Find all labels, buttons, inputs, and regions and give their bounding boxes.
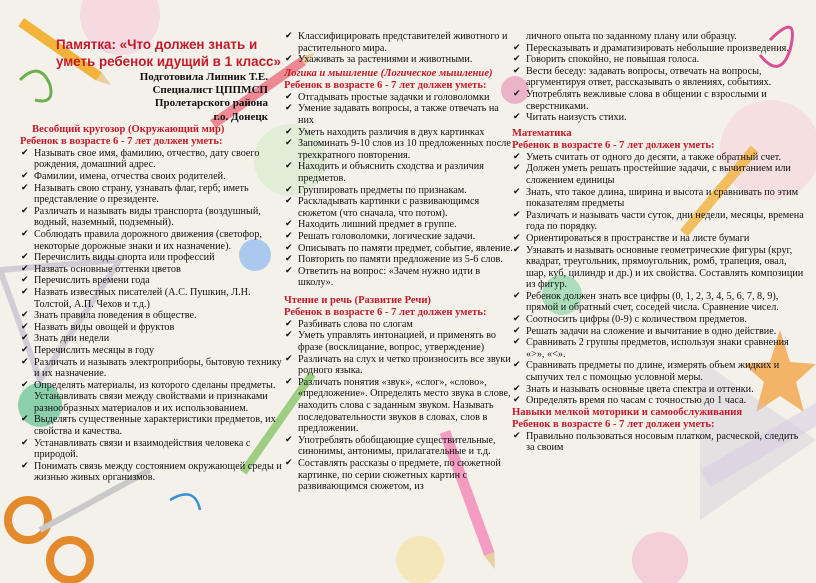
reading-list — [284, 319, 514, 493]
list-item: ✔ Раскладывать картинки с развивающимся сюжетом (что сначала, что потом). — [284, 196, 514, 219]
list-item: ✔ Решать головоломки, логические задачи. — [284, 231, 514, 243]
list-item: ✔ Узнавать и называть основные геометрические фигуры (круг, квадрат, треугольник, прямоугольник, ромб, трапеция, овал, шар, куб, цилиндр и др.) и их свойства. Составлять композиции из фигур. — [512, 245, 804, 291]
section-title-worldview: Весобщий кругозор (Окружающий мир) — [32, 123, 225, 135]
list-item: ✔ Уметь считать от одного до десяти, а также обратный счет. — [512, 152, 804, 164]
list-item: ✔ Знать дни недели — [20, 333, 282, 345]
list-item: ✔ Употреблять обобщающие существительные, синонимы, антонимы, прилагательные и т.д. — [284, 435, 514, 458]
section-subtitle: Ребенок в возрасте 6 - 7 лет должен уметь: — [20, 135, 223, 147]
section-title-reading: Чтение и речь (Развитие Речи) — [284, 294, 431, 306]
section-subtitle: Ребенок в возрасте 6 - 7 лет должен уметь: — [284, 306, 487, 318]
list-item: ✔ Устанавливать связи и взаимодействия человека с природой. — [20, 438, 282, 461]
section-title-math: Математика — [512, 127, 572, 139]
list-item: ✔ Ответить на вопрос: «Зачем нужно идти в школу». — [284, 266, 514, 289]
math-list — [512, 152, 804, 407]
list-item: ✔ Назвать основные оттенки цветов — [20, 264, 282, 276]
list-item: ✔ Называть свое имя, фамилию, отчество, дату своего рождения, домашний адрес. — [20, 148, 282, 171]
list-item: ✔ Классифицировать представителей животного и растительного мира. — [284, 31, 514, 54]
list-item: ✔ Ориентироваться в пространстве и на листе бумаги — [512, 233, 804, 245]
section-title-logic: Логика и мышление (Логическое мышление) — [284, 67, 493, 79]
list-item: ✔ Понимать связь между состоянием окружающей среды и жизнью живых организмов. — [20, 461, 282, 484]
list-item: ✔ Должен уметь решать простейшие задачи, с вычитанием или сложением единицы — [512, 163, 804, 186]
list-item: ✔ Сравнивать предметы по длине, измерять объем жидких и сыпучих тел с помощью условной меры. — [512, 360, 804, 383]
list-item: ✔ Уметь находить различия в двух картинках — [284, 127, 514, 139]
page-title: Памятка: «Что должен знать и уметь ребенок идущий в 1 класс» — [56, 37, 281, 69]
author-line: г.о. Донецк — [213, 110, 268, 123]
list-item: ✔ Запоминать 9-10 слов из 10 предложенных после трехкратного повторения. — [284, 138, 514, 161]
section-subtitle: Ребенок в возрасте 6 - 7 лет должен уметь: — [512, 418, 715, 430]
list-item: ✔ Знать правила поведения в обществе. — [20, 310, 282, 322]
author-block — [20, 71, 282, 124]
list-item: ✔ Пересказывать и драматизировать небольшие произведения. — [512, 43, 804, 55]
section-title-selfcare: Навыки мелкой моторики и самообслуживания — [512, 406, 743, 418]
list-item: ✔ Назвать известных писателей (А.С. Пушкин, Л.Н. Толстой, А.П. Чехов и т.д.) — [20, 287, 282, 310]
list-item: ✔ Читать наизусть стихи. — [512, 112, 804, 124]
list-item: ✔ Говорить спокойно, не повышая голоса. — [512, 54, 804, 66]
logic-list — [284, 92, 514, 289]
selfcare-list — [512, 431, 804, 454]
list-item: ✔ Перечислить времени года — [20, 275, 282, 287]
list-item: ✔ Соотносить цифры (0-9) с количеством предметов. — [512, 314, 804, 326]
author-line: Пролетарского района — [154, 97, 268, 110]
list-item: ✔ Сравнивать 2 группы предметов, используя знаки сравнения «>», «<». — [512, 337, 804, 360]
list-item: ✔ Умение задавать вопросы, а также отвечать на них — [284, 103, 514, 126]
list-item: ✔ Ухаживать за растениями и животными. — [284, 54, 514, 66]
column-2 — [284, 0, 514, 583]
list-item: ✔ Фамилии, имена, отчества своих родителей. — [20, 171, 282, 183]
list-item: ✔ Группировать предметы по признакам. — [284, 185, 514, 197]
list-item: ✔ Различать на слух и четко произносить все звуки родного языка. — [284, 354, 514, 377]
author-line: Специалист ЦППМСП — [152, 84, 268, 97]
section-subtitle: Ребенок в возрасте 6 - 7 лет должен уметь: — [284, 79, 487, 91]
list-item: ✔ Соблюдать правила дорожного движения (светофор, некоторые дорожные знаки и их назначение). — [20, 229, 282, 252]
list-item: ✔ Определять материалы, из которого сделаны предметы. Устанавливать связи между свойствами и признаками разнообразных материалов и их использованием. — [20, 380, 282, 415]
list-item: ✔ Описывать по памяти предмет, событие, явление. — [284, 243, 514, 255]
list-item: ✔ Различать понятия «звук», «слог», «слово», «предложение». Определять место звука в слове, находить слова с заданным звуком. Называть последовательности звуков в словах, слов в предложении. — [284, 377, 514, 435]
speech-list — [512, 43, 804, 124]
list-item: ✔ Различать и называть виды транспорта (воздушный, водный, наземный, подземный). — [20, 206, 282, 229]
list-item: ✔ Составлять рассказы о предмете, по сюжетной картинке, по серии сюжетных картин с развивающимся сюжетом, из — [284, 458, 514, 493]
list-item: ✔ Знать и называть основные цвета спектра и оттенки. — [512, 384, 804, 396]
column-1 — [20, 0, 282, 583]
list-item: ✔ Уметь управлять интонацией, и применять во фразе (восклицание, вопрос, утверждение) — [284, 330, 514, 353]
list-item: ✔ Употреблять вежливые слова в общении с взрослыми и сверстниками. — [512, 89, 804, 112]
list-item: ✔ Вести беседу: задавать вопросы, отвечать на вопросы, аргументируя ответ, рассказывать о явлениях, событиях. — [512, 66, 804, 89]
list-item: ✔ Находить и объяснить сходства и различия предметов. — [284, 161, 514, 184]
column-3 — [512, 0, 804, 583]
list-item: ✔ Решать задачи на сложение и вычитание в одно действие. — [512, 326, 804, 338]
list-item: ✔ Ребенок должен знать все цифры (0, 1, 2, 3, 4, 5, 6, 7, 8, 9), прямой и обратный счет, соседей числа. Сравнение чисел. — [512, 291, 804, 314]
section-subtitle: Ребенок в возрасте 6 - 7 лет должен уметь: — [512, 139, 715, 151]
list-item: ✔ Разбивать слова по слогам — [284, 319, 514, 331]
list-item: ✔ Находить лишний предмет в группе. — [284, 219, 514, 231]
list-item: ✔ Перечислить виды спорта или профессий — [20, 252, 282, 264]
list-item: ✔ Знать, что такое длина, ширина и высота и сравнивать по этим показателям предметы — [512, 187, 804, 210]
list-item: ✔ Повторить по памяти предложение из 5-6 слов. — [284, 254, 514, 266]
list-item: ✔ Перечислить месяцы в году — [20, 345, 282, 357]
continued-text: личного опыта по заданному плану или образцу. — [526, 31, 737, 42]
list-item: ✔ Выделять существенные характеристики предметов, их свойства и качества. — [20, 414, 282, 437]
list-item: ✔ Правильно пользоваться носовым платком, расческой, следить за своим — [512, 431, 804, 454]
list-item: ✔ Называть свою страну, узнавать флаг, герб; иметь представление о президенте. — [20, 183, 282, 206]
worldview-list — [20, 148, 282, 484]
nature-list — [284, 31, 514, 66]
author-line: Подготовила Липник Т.Е. — [139, 71, 268, 83]
list-item: ✔ Отгадывать простые задачки и головоломки — [284, 92, 514, 104]
list-item: ✔ Назвать виды овощей и фруктов — [20, 322, 282, 334]
list-item: ✔ Различать и называть части суток, дни недели, месяцы, времена года по порядку. — [512, 210, 804, 233]
list-item: ✔ Различать и называть электроприборы, бытовую технику и их назначение. — [20, 357, 282, 380]
list-item: ✔ Определять время по часам с точностью до 1 часа. — [512, 395, 804, 407]
